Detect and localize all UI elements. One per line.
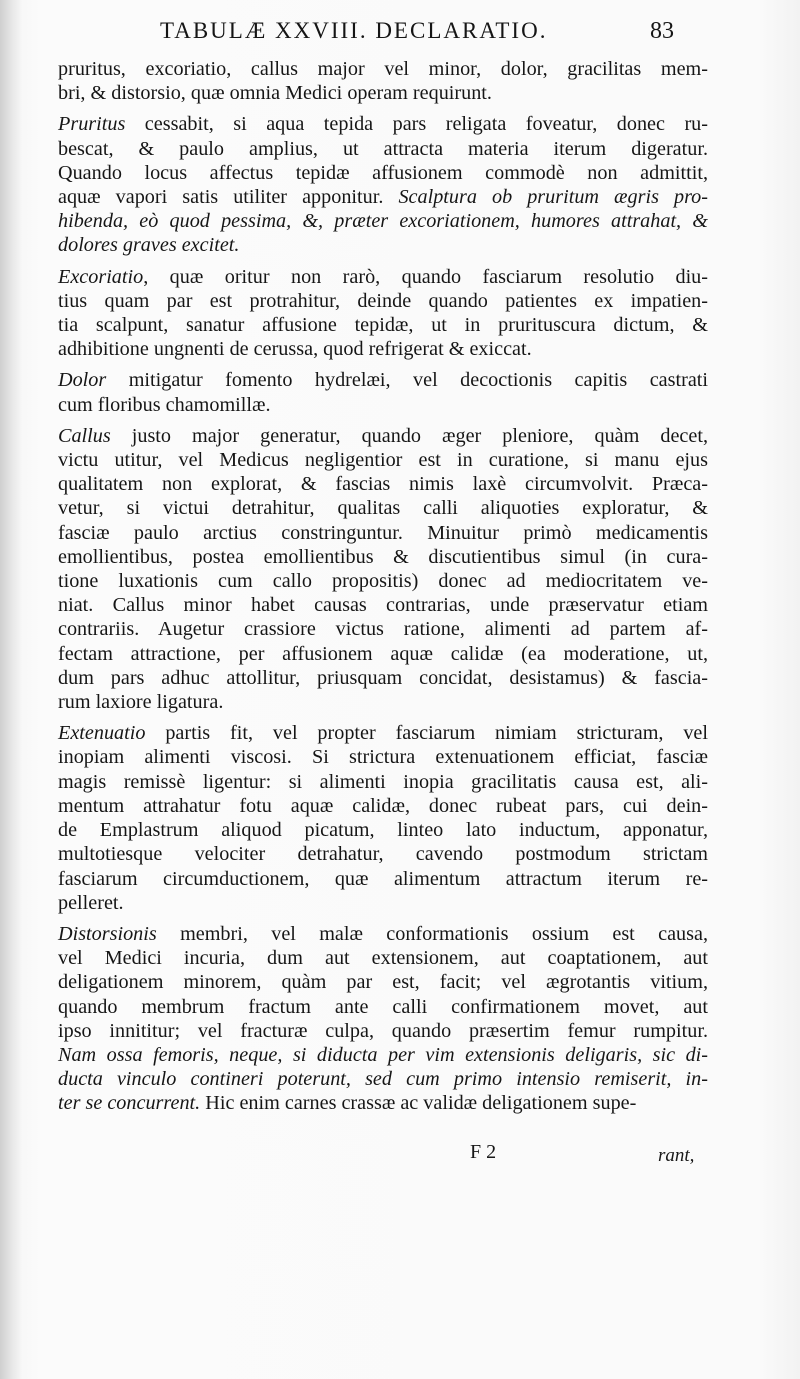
page-header: [0, 16, 800, 48]
italic-run: Dolor: [58, 369, 107, 392]
text-line: vetur, si victui detrahitur, qualitas calli aliquoties exploratur, &: [58, 497, 708, 520]
text-line: victu utitur, vel Medicus negligentior est in curatione, si manu ejus: [58, 449, 708, 472]
text-line: aquæ vapori satis utiliter apponitur. Scalptura ob pruritum ægris pro-: [58, 186, 708, 209]
italic-run: hibenda, eò quod pessima, &, præter excoriationem, humores attrahat, &: [58, 210, 708, 233]
body-text: [58, 57, 708, 1123]
paragraph: [58, 424, 708, 714]
text-line: Pruritus cessabit, si aqua tepida pars religata foveatur, donec ru-: [58, 113, 708, 136]
running-head: TABULÆ XXVIII. DECLARATIO.: [160, 18, 548, 43]
text-line: Extenuatio partis fit, vel propter fasciarum nimiam stricturam, vel: [58, 722, 708, 745]
text-line: rum laxiore ligatura.: [58, 691, 224, 714]
text-line: tia scalpunt, sanatur affusione tepidæ, ut in prurituscura dictum, &: [58, 314, 708, 337]
italic-run: Pruritus: [58, 113, 126, 136]
paragraph: [58, 922, 708, 1116]
text-line: Quando locus affectus tepidæ affusionem commodè non admittit,: [58, 161, 708, 184]
paragraph: [58, 721, 708, 915]
italic-run: Excoriatio: [58, 265, 144, 288]
text-line: tione luxationis cum callo propositis) donec ad mediocritatem ve-: [58, 570, 708, 593]
text-line: bri, & distorsio, quæ omnia Medici operam requirunt.: [58, 82, 492, 105]
text-line: qualitatem non explorat, & fascias nimis laxè circumvolvit. Præca-: [58, 473, 708, 496]
text-line: tius quam par est protrahitur, deinde quando patientes ex impatien-: [58, 289, 708, 312]
paragraph: [58, 265, 708, 362]
italic-run: Nam ossa femoris, neque, si diducta per vim extensionis deligaris, sic di-: [58, 1043, 708, 1066]
text-line: de Emplastrum aliquod picatum, linteo lato inductum, apponatur,: [58, 819, 708, 842]
text-line: emollientibus, postea emollientibus & discutientibus simul (in cura-: [58, 545, 708, 568]
text-line: [58, 233, 708, 257]
italic-run: Extenuatio: [58, 722, 146, 745]
text-line: Dolor mitigatur fomento hydrelæi, vel decoctionis capitis castrati: [58, 369, 708, 392]
page-number: 83: [650, 18, 674, 44]
text-line: vel Medici incuria, dum aut extensionem, aut coaptationem, aut: [58, 947, 708, 970]
text-line: Excoriatio, quæ oritur non rarò, quando fasciarum resolutio diu-: [58, 265, 708, 288]
paragraph: [58, 112, 708, 257]
text-line: Callus justo major generatur, quando æger pleniore, quàm decet,: [58, 424, 708, 447]
text-line: niat. Callus minor habet causas contrarias, unde præservatur etiam: [58, 594, 708, 617]
text-line: [58, 1043, 708, 1067]
italic-run: dolores graves excitet.: [58, 234, 240, 257]
text-line: pelleret.: [58, 891, 124, 914]
paragraph: [58, 368, 708, 416]
text-line: ter se concurrent. Hic enim carnes crassæ ac validæ deligationem supe-: [58, 1092, 637, 1115]
text-line: fasciarum circumductionem, quæ alimentum attractum iterum re-: [58, 867, 708, 890]
text-line: multotiesque velociter detrahatur, cavendo postmodum strictam: [58, 843, 708, 866]
italic-run: Scalptura ob pruritum ægris pro-: [398, 186, 708, 209]
text-line: [58, 1067, 708, 1091]
catchword: rant,: [658, 1145, 695, 1166]
text-line: mentum attrahatur fotu aquæ calidæ, donec rubeat pars, cui dein-: [58, 794, 708, 817]
text-line: [58, 209, 708, 233]
text-line: adhibitione ungnenti de cerussa, quod refrigerat & exiccat.: [58, 338, 532, 361]
italic-run: ter se concurrent.: [58, 1092, 201, 1115]
text-line: fectam attractione, per affusionem aquæ calidæ (ea moderatione, ut,: [58, 642, 708, 665]
text-line: magis remissè ligentur: si alimenti inopia gracilitatis causa est, ali-: [58, 770, 708, 793]
text-line: pruritus, excoriatio, callus major vel minor, dolor, gracilitas mem-: [58, 58, 708, 80]
text-line: deligationem minorem, quàm par est, facit; vel ægrotantis vitium,: [58, 971, 708, 994]
text-line: ipso innititur; vel fracturæ culpa, quando præsertim femur rumpitur.: [58, 1019, 708, 1042]
signature-mark: F 2: [470, 1141, 497, 1163]
page-gutter-shadow: [0, 0, 22, 1379]
text-line: contrariis. Augetur crassiore victus ratione, alimenti ad partem af-: [58, 618, 708, 641]
text-line: cum floribus chamomillæ.: [58, 393, 271, 416]
text-line: inopiam alimenti viscosi. Si strictura extenuationem efficiat, fasciæ: [58, 746, 708, 769]
page-footer: [0, 1139, 800, 1169]
italic-run: Callus: [58, 424, 111, 447]
text-line: bescat, & paulo amplius, ut attracta materia iterum digeratur.: [58, 137, 708, 160]
text-line: dum pars adhuc attollitur, priusquam concidat, desistamus) & fascia-: [58, 666, 708, 689]
text-line: Distorsionis membri, vel malæ conformationis ossium est causa,: [58, 922, 708, 945]
paragraph: [58, 57, 708, 105]
italic-run: ducta vinculo contineri poterunt, sed cum primo intensio remiserit, in-: [58, 1068, 708, 1091]
italic-run: Distorsionis: [58, 922, 157, 945]
text-line: fasciæ paulo arctius constringuntur. Minuitur primò medicamentis: [58, 521, 708, 544]
text-line: quando membrum fractum ante calli confirmationem movet, aut: [58, 995, 708, 1018]
